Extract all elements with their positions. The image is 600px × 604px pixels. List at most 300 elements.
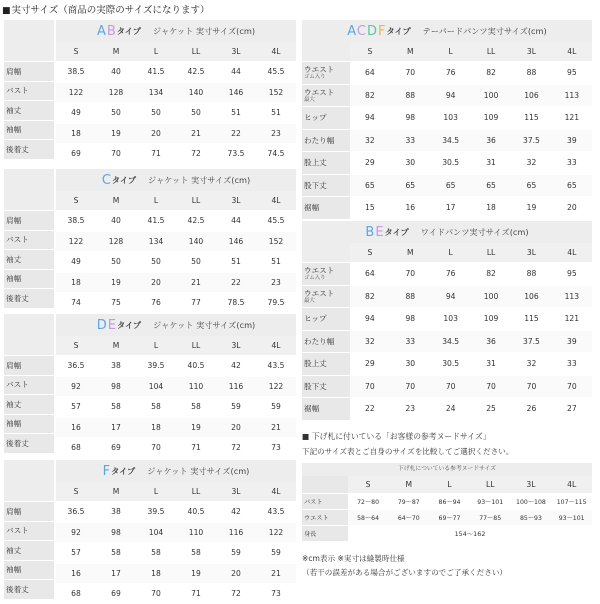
row-label (302, 62, 350, 84)
size-value: 19 (176, 564, 216, 584)
size-value: 39 (552, 130, 592, 152)
size-value: 23 (256, 124, 296, 144)
size-value: 17 (96, 564, 136, 584)
size-value: 36 (471, 331, 511, 353)
size-value: 70 (552, 376, 592, 398)
nude-value: 107〜115 (556, 499, 587, 506)
row-label (302, 331, 350, 353)
size-value: 95 (552, 62, 592, 84)
title-marker: ■ (2, 6, 11, 16)
size-value: 50 (96, 252, 136, 272)
size-value: 29 (350, 353, 390, 375)
size-value: 30 (390, 152, 430, 174)
size-value: 20 (136, 273, 176, 293)
size-header: LL (176, 336, 216, 355)
size-value: 92 (56, 377, 96, 397)
row-label: バスト (4, 230, 54, 250)
type-code: BE (365, 225, 385, 240)
size-header: L (136, 336, 176, 355)
size-value: 72 (216, 438, 256, 458)
size-value: 38 (96, 356, 136, 376)
size-value: 21 (176, 124, 216, 144)
size-header: L (136, 191, 176, 210)
row-label: バスト (4, 521, 54, 541)
size-header: 4L (256, 336, 296, 355)
size-value: 33 (552, 152, 592, 174)
type-word: タイプ (116, 26, 141, 36)
size-value: 106 (511, 85, 551, 107)
size-value: 36.5 (56, 356, 96, 376)
row-label (302, 286, 350, 308)
type-word: タイプ (386, 26, 411, 36)
table-row (302, 151, 592, 174)
nude-size-description: 下記のサイズ表とご自身のサイズを比較してご選択ください。 (302, 447, 514, 456)
table-row (56, 292, 296, 313)
row-label (302, 107, 350, 129)
size-value: 42.5 (176, 211, 216, 231)
table-header (302, 243, 592, 262)
table-subtitle: ジャケット 実寸サイズ(cm) (152, 26, 256, 36)
row-labels (4, 210, 54, 308)
size-value: 38 (96, 502, 136, 522)
size-value: 76 (136, 293, 176, 313)
size-value: 51 (256, 103, 296, 123)
size-value: 110 (176, 377, 216, 397)
size-value: 70 (136, 438, 176, 458)
size-value: 37.5 (511, 130, 551, 152)
size-header: 3L (216, 42, 256, 61)
size-table-f (56, 460, 296, 604)
table-row (302, 397, 592, 420)
nude-value: 64〜70 (388, 510, 429, 525)
size-value: 68 (56, 584, 96, 604)
size-table-c (56, 169, 296, 313)
size-value: 22 (216, 124, 256, 144)
size-value: 116 (216, 377, 256, 397)
type-code: AB (96, 24, 117, 39)
row-label-text: 股下丈 (304, 381, 327, 391)
size-header: LL (471, 243, 511, 262)
size-value: 16 (56, 418, 96, 438)
size-value: 70 (136, 584, 176, 604)
size-value: 17 (96, 418, 136, 438)
size-value: 30.5 (430, 152, 470, 174)
table-row (302, 375, 592, 398)
row-label (302, 353, 350, 375)
size-value: 31 (471, 152, 511, 174)
size-value: 75 (96, 293, 136, 313)
size-value: 122 (256, 377, 296, 397)
size-value: 58 (96, 543, 136, 563)
size-value: 32 (511, 152, 551, 174)
table-title (56, 460, 296, 482)
size-value: 33 (390, 130, 430, 152)
type-word: タイプ (384, 227, 409, 237)
size-value: 92 (56, 523, 96, 543)
size-header: 4L (256, 42, 296, 61)
size-value: 42 (216, 502, 256, 522)
row-label (302, 85, 350, 107)
row-label: 身長 (302, 526, 348, 541)
type-word: タイプ (116, 320, 142, 330)
table-row (56, 563, 296, 584)
table-row (56, 143, 296, 164)
table-row (56, 61, 296, 82)
size-value: 59 (216, 543, 256, 563)
nude-value: 72〜80 (357, 499, 380, 506)
row-label: 肩幅 (4, 61, 54, 81)
size-header: M (390, 243, 430, 262)
size-value: 41.5 (136, 211, 176, 231)
size-value: 70 (390, 376, 430, 398)
size-value: 44 (216, 62, 256, 82)
size-value: 82 (350, 286, 390, 308)
size-header: M (405, 480, 413, 489)
size-value: 38.5 (56, 211, 96, 231)
size-value: 31 (471, 353, 511, 375)
table-row (56, 583, 296, 604)
row-label: 袖幅 (4, 560, 54, 580)
nude-size-title: ■ 下げ札に付いている「お客様の参考ヌードサイズ」 (302, 432, 491, 441)
size-value: 18 (136, 418, 176, 438)
table-row (56, 542, 296, 563)
label-corner (4, 169, 54, 210)
size-value: 43.5 (256, 502, 296, 522)
size-value: 58 (136, 397, 176, 417)
size-value: 40 (96, 62, 136, 82)
size-value: 71 (176, 584, 216, 604)
table-row (56, 251, 296, 272)
size-header: LL (485, 480, 495, 489)
size-value: 94 (350, 107, 390, 129)
table-row (56, 522, 296, 543)
size-value: 122 (56, 83, 96, 103)
size-value: 104 (136, 377, 176, 397)
size-value: 51 (256, 252, 296, 272)
nude-value: 69〜77 (429, 510, 470, 525)
size-value: 146 (216, 232, 256, 252)
table-title (302, 20, 592, 42)
table-row (56, 355, 296, 376)
nude-table-header (302, 476, 592, 493)
row-label-text: 股上丈 (304, 158, 327, 168)
size-header: LL (176, 42, 216, 61)
size-header: L (430, 243, 470, 262)
size-value: 70 (390, 62, 430, 84)
size-value: 16 (56, 564, 96, 584)
size-value: 88 (390, 85, 430, 107)
size-value: 42.5 (176, 62, 216, 82)
size-value: 106 (511, 286, 551, 308)
row-label (302, 130, 350, 152)
type-word: タイプ (111, 466, 136, 476)
row-label-text: わたり幅 (304, 135, 335, 145)
table-row (56, 396, 296, 417)
size-value: 113 (552, 286, 592, 308)
size-value: 70 (96, 144, 136, 164)
type-word: タイプ (111, 175, 137, 185)
row-label-sub: ゴム入り (304, 74, 326, 81)
size-value: 78.5 (216, 293, 256, 313)
table-row (302, 196, 592, 219)
size-value: 18 (136, 564, 176, 584)
size-value: 121 (552, 107, 592, 129)
size-value: 20 (552, 197, 592, 219)
size-value: 100 (471, 85, 511, 107)
table-row (302, 307, 592, 330)
nude-table-title: 下げ札についている参考ヌードサイズ (302, 463, 592, 476)
size-value: 73 (256, 584, 296, 604)
row-label-text: ウエスト (304, 288, 335, 298)
size-value: 39.5 (136, 502, 176, 522)
size-value: 70 (350, 376, 390, 398)
row-label: バスト (4, 375, 54, 395)
table-row (302, 174, 592, 197)
size-value: 109 (471, 308, 511, 330)
size-header: S (56, 42, 96, 61)
row-label (302, 152, 350, 174)
size-value: 134 (136, 83, 176, 103)
label-corner (4, 460, 54, 501)
size-value: 33 (552, 353, 592, 375)
size-value: 113 (552, 85, 592, 107)
row-label (302, 308, 350, 330)
size-value: 72 (216, 584, 256, 604)
table-title (56, 20, 296, 42)
size-header: LL (176, 191, 216, 210)
size-value: 49 (56, 103, 96, 123)
row-labels (4, 501, 54, 599)
size-value: 65 (350, 175, 390, 197)
size-header: L (136, 42, 176, 61)
size-value: 65 (471, 175, 511, 197)
row-label-text: ヒップ (304, 113, 327, 123)
size-value: 152 (256, 232, 296, 252)
size-value: 30 (390, 353, 430, 375)
size-header: S (56, 191, 96, 210)
table-subtitle: ジャケット 実寸サイズ(cm) (153, 320, 256, 330)
size-value: 115 (511, 308, 551, 330)
size-value: 98 (96, 523, 136, 543)
nude-row (302, 509, 592, 525)
nude-value: 100〜108 (516, 499, 546, 506)
size-value: 70 (471, 376, 511, 398)
size-value: 39 (552, 331, 592, 353)
size-value: 43.5 (256, 356, 296, 376)
nude-size-table (302, 463, 592, 541)
table-row (302, 262, 592, 285)
size-value: 110 (176, 523, 216, 543)
size-value: 88 (511, 263, 551, 285)
size-value: 16 (390, 197, 430, 219)
size-value: 41.5 (136, 62, 176, 82)
size-value: 23 (256, 273, 296, 293)
size-value: 98 (96, 377, 136, 397)
row-label: 肩幅 (4, 501, 54, 521)
size-header: LL (471, 42, 511, 61)
size-header: 3L (511, 243, 551, 262)
size-value: 21 (256, 564, 296, 584)
size-value: 122 (256, 523, 296, 543)
row-label: 袖幅 (4, 269, 54, 289)
size-value: 70 (390, 263, 430, 285)
size-value: 25 (471, 398, 511, 420)
size-value: 40.5 (176, 356, 216, 376)
table-header (56, 482, 296, 501)
size-value: 74.5 (256, 144, 296, 164)
size-value: 36.5 (56, 502, 96, 522)
size-value: 65 (430, 175, 470, 197)
row-label: 後着丈 (4, 139, 54, 159)
size-header: 3L (511, 42, 551, 61)
size-table-de (56, 314, 296, 458)
type-code: DE (96, 318, 117, 333)
table-header (56, 336, 296, 355)
table-header (56, 191, 296, 210)
size-value: 116 (216, 523, 256, 543)
table-row (56, 82, 296, 103)
size-value: 19 (96, 273, 136, 293)
size-value: 20 (136, 124, 176, 144)
size-value: 36 (471, 130, 511, 152)
size-value: 33 (390, 331, 430, 353)
size-value: 50 (136, 252, 176, 272)
table-row (56, 102, 296, 123)
row-labels (4, 355, 54, 453)
size-value: 39.5 (136, 356, 176, 376)
size-value: 152 (256, 83, 296, 103)
type-code: C (101, 173, 112, 188)
size-value: 109 (471, 107, 511, 129)
size-value: 82 (350, 85, 390, 107)
size-value: 94 (350, 308, 390, 330)
size-value: 70 (511, 376, 551, 398)
size-value: 45.5 (256, 62, 296, 82)
size-value: 50 (96, 103, 136, 123)
nude-value: 86〜94 (438, 499, 461, 506)
size-table-be (302, 221, 592, 420)
row-label-text: ヒップ (304, 314, 327, 324)
size-value: 22 (216, 273, 256, 293)
table-row (302, 352, 592, 375)
table-title (56, 169, 296, 191)
table-title (302, 221, 592, 243)
row-label: バスト (4, 81, 54, 101)
size-value: 71 (176, 438, 216, 458)
size-value: 103 (430, 107, 470, 129)
size-header: 4L (552, 42, 592, 61)
size-value: 104 (136, 523, 176, 543)
size-value: 50 (136, 103, 176, 123)
size-header: 4L (567, 480, 577, 489)
size-value: 58 (136, 543, 176, 563)
size-value: 34.5 (430, 331, 470, 353)
size-value: 59 (216, 397, 256, 417)
note-cm: ※cm表示 ※実寸は縫製時仕様 (302, 554, 405, 563)
table-header (56, 42, 296, 61)
size-value: 29 (350, 152, 390, 174)
size-header: M (96, 336, 136, 355)
size-value: 58 (96, 397, 136, 417)
size-value: 73.5 (216, 144, 256, 164)
table-row (302, 129, 592, 152)
table-row (56, 272, 296, 293)
size-value: 19 (176, 418, 216, 438)
size-value: 51 (216, 103, 256, 123)
size-value: 100 (471, 286, 511, 308)
size-value: 94 (430, 85, 470, 107)
size-value: 115 (511, 107, 551, 129)
row-label-text: 股下丈 (304, 180, 327, 190)
row-label-text: ウエスト (304, 87, 335, 97)
size-table-acdf (302, 20, 592, 219)
header-corner (302, 476, 348, 493)
table-row (56, 210, 296, 231)
size-value: 59 (256, 543, 296, 563)
size-value: 21 (176, 273, 216, 293)
row-label (302, 376, 350, 398)
size-value: 68 (56, 438, 96, 458)
page-title (2, 2, 210, 16)
size-value: 57 (56, 397, 96, 417)
row-label-text: 股上丈 (304, 359, 327, 369)
size-value: 30.5 (430, 353, 470, 375)
table-row (56, 437, 296, 458)
size-header: L (447, 480, 452, 489)
row-label: 後着丈 (4, 288, 54, 308)
table-subtitle: ジャケット 実寸サイズ(cm) (147, 466, 250, 476)
table-row (302, 61, 592, 84)
size-value: 72 (176, 144, 216, 164)
size-header: M (96, 482, 136, 501)
row-label (302, 398, 350, 420)
row-label: 袖丈 (4, 249, 54, 269)
size-value: 40.5 (176, 502, 216, 522)
size-value: 69 (96, 584, 136, 604)
table-row (56, 417, 296, 438)
size-value: 23 (390, 398, 430, 420)
size-value: 51 (216, 252, 256, 272)
size-value: 57 (56, 543, 96, 563)
size-header: M (96, 42, 136, 61)
table-row (302, 84, 592, 107)
size-value: 20 (216, 418, 256, 438)
row-label: 後着丈 (4, 579, 54, 599)
row-label: 肩幅 (4, 355, 54, 375)
size-value: 82 (471, 62, 511, 84)
size-value: 40 (96, 211, 136, 231)
size-value: 140 (176, 83, 216, 103)
row-label-sub: 最大 (304, 297, 315, 304)
size-value: 76 (430, 62, 470, 84)
row-label-text: 裾幅 (304, 404, 320, 414)
row-label: 袖幅 (4, 120, 54, 140)
size-value: 27 (552, 398, 592, 420)
size-value: 18 (56, 273, 96, 293)
table-subtitle: ワイドパンツ実寸サイズ(cm) (420, 227, 529, 237)
size-table-ab (56, 20, 296, 164)
size-header: L (430, 42, 470, 61)
row-labels (4, 61, 54, 159)
label-corner (4, 314, 54, 355)
size-header: 4L (256, 482, 296, 501)
size-value: 50 (176, 252, 216, 272)
row-label: 後着丈 (4, 433, 54, 453)
size-value: 42 (216, 356, 256, 376)
table-row (302, 285, 592, 308)
type-code: ACDF (347, 24, 387, 39)
row-label: 袖幅 (4, 414, 54, 434)
